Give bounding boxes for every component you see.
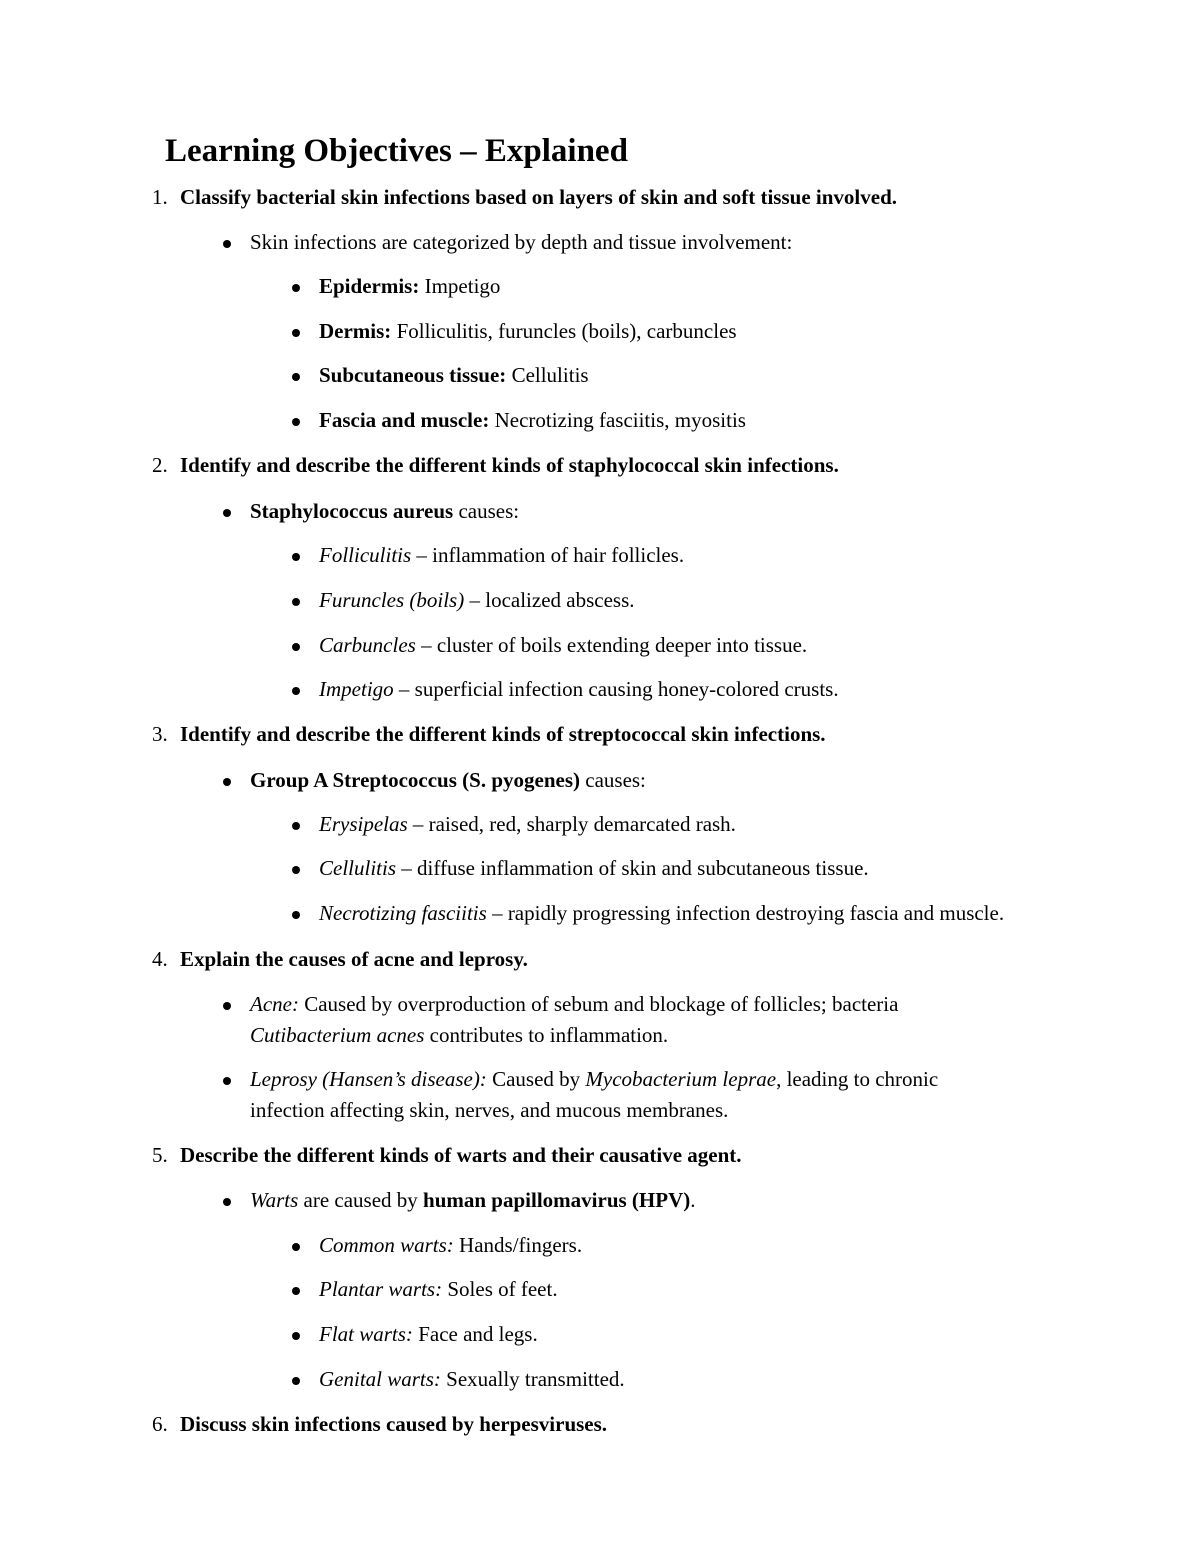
bullet-icon <box>223 1198 231 1206</box>
objective-heading: Classify bacterial skin infections based on layers of skin and soft tissue involved. <box>180 185 897 209</box>
list-item: Cellulitis – diffuse inflammation of skin and subcutaneous tissue. <box>319 856 869 880</box>
list-item: Common warts: Hands/fingers. <box>319 1233 583 1257</box>
list-item: Skin infections are categorized by depth and tissue involvement: <box>250 230 793 254</box>
list-item-continuation: infection affecting skin, nerves, and mucous membranes. <box>250 1098 729 1122</box>
bullet-icon <box>292 373 300 381</box>
bullet-icon <box>292 1377 300 1385</box>
bullet-icon <box>292 329 300 337</box>
list-item: Erysipelas – raised, red, sharply demarcated rash. <box>319 812 736 836</box>
list-item: Epidermis: Impetigo <box>319 274 501 298</box>
list-item: Fascia and muscle: Necrotizing fasciitis, myositis <box>319 408 746 432</box>
list-item: Impetigo – superficial infection causing honey-colored crusts. <box>319 677 839 701</box>
objective-heading: Discuss skin infections caused by herpesviruses. <box>180 1412 608 1436</box>
objective-heading: Identify and describe the different kinds of staphylococcal skin infections. <box>180 453 839 477</box>
bullet-icon <box>292 418 300 426</box>
list-item: Acne: Caused by overproduction of sebum and blockage of follicles; bacteria <box>250 992 899 1016</box>
page-title: Learning Objectives – Explained <box>165 133 628 169</box>
bullet-icon <box>292 553 300 561</box>
list-item-continuation: Cutibacterium acnes contributes to inflammation. <box>250 1023 669 1047</box>
bullet-icon <box>292 1332 300 1340</box>
bullet-icon <box>292 1287 300 1295</box>
list-item: Leprosy (Hansen’s disease): Caused by Mycobacterium leprae, leading to chronic <box>250 1067 939 1091</box>
objective-heading: Identify and describe the different kinds of streptococcal skin infections. <box>180 722 826 746</box>
list-item: Plantar warts: Soles of feet. <box>319 1277 558 1301</box>
objective-number: 1. <box>152 185 168 209</box>
bullet-icon <box>223 509 231 517</box>
bullet-icon <box>223 240 231 248</box>
bullet-icon <box>223 778 231 786</box>
objective-number: 3. <box>152 722 168 746</box>
bullet-icon <box>292 284 300 292</box>
list-item: Folliculitis – inflammation of hair follicles. <box>319 543 685 567</box>
bullet-icon <box>292 1243 300 1251</box>
bullet-icon <box>292 598 300 606</box>
list-item: Flat warts: Face and legs. <box>319 1322 538 1346</box>
bullet-icon <box>292 822 300 830</box>
list-item: Genital warts: Sexually transmitted. <box>319 1367 625 1391</box>
bullet-icon <box>292 643 300 651</box>
objective-number: 6. <box>152 1412 168 1436</box>
objective-number: 4. <box>152 947 168 971</box>
list-item: Warts are caused by human papillomavirus (HPV). <box>250 1188 696 1212</box>
list-item: Dermis: Folliculitis, furuncles (boils), carbuncles <box>319 319 737 343</box>
list-item: Necrotizing fasciitis – rapidly progressing infection destroying fascia and muscle. <box>319 901 1005 925</box>
list-item: Carbuncles – cluster of boils extending deeper into tissue. <box>319 633 808 657</box>
bullet-icon <box>223 1002 231 1010</box>
objective-number: 2. <box>152 453 168 477</box>
objective-heading: Describe the different kinds of warts and their causative agent. <box>180 1143 742 1167</box>
bullet-icon <box>292 911 300 919</box>
objective-heading: Explain the causes of acne and leprosy. <box>180 947 528 971</box>
objective-number: 5. <box>152 1143 168 1167</box>
list-item: Group A Streptococcus (S. pyogenes) causes: <box>250 768 646 792</box>
bullet-icon <box>223 1077 231 1085</box>
bullet-icon <box>292 687 300 695</box>
list-item: Furuncles (boils) – localized abscess. <box>319 588 635 612</box>
bullet-icon <box>292 866 300 874</box>
list-item: Subcutaneous tissue: Cellulitis <box>319 363 589 387</box>
list-item: Staphylococcus aureus causes: <box>250 499 520 523</box>
